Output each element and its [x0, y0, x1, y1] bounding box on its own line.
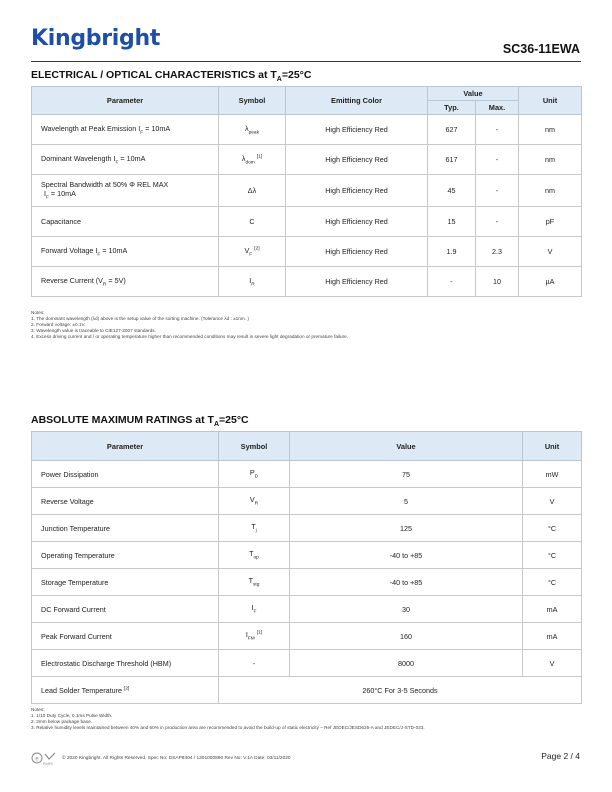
- absolute-notes: [31, 707, 425, 731]
- typ-value-cell: 617: [428, 145, 476, 175]
- emitting-color-cell: High Efficiency Red: [286, 175, 428, 207]
- value-cell: -40 to +85: [290, 569, 523, 596]
- emitting-color-cell: High Efficiency Red: [286, 267, 428, 297]
- symbol-cell: [219, 237, 286, 267]
- parameter-note-ref: [2]: [123, 686, 130, 692]
- symbol-text: Δλ: [247, 186, 257, 195]
- absolute-table: [31, 431, 582, 704]
- parameter-text: Lead Solder Temperature: [41, 685, 124, 695]
- parameter-condition: = 5V): [106, 275, 126, 285]
- absolute-title-prefix: ABSOLUTE MAXIMUM RATINGS at T: [31, 414, 214, 426]
- symbol-subscript: R: [251, 282, 255, 288]
- value-cell: -40 to +85: [290, 542, 523, 569]
- unit-cell: mW: [523, 461, 582, 488]
- symbol-cell: [219, 515, 290, 542]
- typ-value-cell: 627: [428, 115, 476, 145]
- table-row: [32, 515, 582, 542]
- electrical-header-row: [32, 87, 582, 101]
- value-cell: 160: [290, 623, 523, 650]
- symbol-text: T: [251, 522, 256, 532]
- typ-value-cell: 1.9: [428, 237, 476, 267]
- absolute-title-sub: A: [213, 421, 220, 429]
- unit-cell: V: [523, 650, 582, 677]
- kingbright-logo: Kingbright: [31, 26, 161, 51]
- symbol-subscript: F: [253, 609, 257, 615]
- emitting-color-cell: High Efficiency Red: [286, 237, 428, 267]
- symbol-cell: [219, 623, 290, 650]
- symbol-text: V: [244, 245, 250, 255]
- symbol-text: -: [252, 658, 256, 668]
- electrical-title-prefix: ELECTRICAL / OPTICAL CHARACTERISTICS at T: [31, 69, 277, 81]
- page-count: 2 / 4: [563, 751, 580, 761]
- parameter-text: Reverse Current (V: [41, 275, 103, 285]
- symbol-text: λ: [245, 123, 249, 133]
- parameter-condition: = 10mA: [48, 189, 76, 199]
- max-value-cell: 2.3: [476, 237, 519, 267]
- parameter-cell: [32, 677, 219, 704]
- value-cell: 30: [290, 596, 523, 623]
- rohs-label: RoHS: [43, 762, 53, 766]
- parameter-cell: Junction Temperature: [32, 515, 219, 542]
- electrical-section-title: [31, 69, 311, 83]
- abs-col-unit: Unit: [523, 432, 582, 461]
- symbol-subscript: peak: [248, 130, 259, 136]
- symbol-note-ref: [1]: [256, 630, 263, 636]
- max-value-cell: -: [476, 207, 519, 237]
- parameter-text: Dominant Wavelength I: [41, 153, 116, 163]
- table-row: [32, 237, 582, 267]
- max-value-cell: 10: [476, 267, 519, 297]
- symbol-cell: [219, 650, 290, 677]
- parameter-condition: = 10mA: [143, 123, 171, 133]
- unit-cell: V: [519, 237, 582, 267]
- unit-cell: V: [523, 488, 582, 515]
- table-row: [32, 461, 582, 488]
- solder-value-cell: 260°C For 3-5 Seconds: [219, 677, 582, 704]
- symbol-text: T: [248, 576, 253, 586]
- symbol-cell: [219, 569, 290, 596]
- typ-value-cell: -: [428, 267, 476, 297]
- page-number: [541, 751, 580, 761]
- svg-text:e: e: [35, 756, 39, 763]
- symbol-note-ref: [1]: [256, 154, 263, 160]
- electrical-table: [31, 86, 582, 297]
- symbol-cell: [219, 145, 286, 175]
- symbol-subscript: op: [253, 555, 259, 561]
- parameter-cell: [32, 207, 219, 237]
- value-cell: 75: [290, 461, 523, 488]
- electrical-title-suffix: =25°C: [281, 69, 312, 81]
- parameter-cell: [32, 267, 219, 297]
- col-emitting-color: Emitting Color: [286, 87, 428, 115]
- symbol-text: V: [249, 495, 255, 505]
- compliance-icons: [31, 752, 57, 771]
- parameter-cell: [32, 115, 219, 145]
- notes-heading: Notes:: [31, 310, 45, 315]
- note-line: 3. Wavelength value is traceable to CIE127-2007 standards.: [31, 327, 156, 333]
- table-row: [32, 267, 582, 297]
- unit-cell: °C: [523, 515, 582, 542]
- emitting-color-cell: High Efficiency Red: [286, 115, 428, 145]
- symbol-text: I: [245, 630, 248, 640]
- parameter-cell: Peak Forward Current: [32, 623, 219, 650]
- parameter-subscript: F: [115, 160, 119, 166]
- symbol-subscript: dom: [245, 160, 255, 166]
- symbol-cell: [219, 175, 286, 207]
- note-line: 1. The dominant wavelength (λd) above is the setup value of the sorting machine. (Tolerance λd : ±1nm. ): [31, 315, 249, 321]
- parameter-text-line2: I: [44, 189, 46, 199]
- symbol-subscript: j: [255, 528, 257, 534]
- parameter-cell: [32, 237, 219, 267]
- symbol-cell: [219, 115, 286, 145]
- max-value-cell: -: [476, 175, 519, 207]
- symbol-cell: [219, 267, 286, 297]
- symbol-text: C: [249, 217, 255, 226]
- symbol-subscript: stg: [252, 582, 260, 588]
- symbol-subscript: F: [249, 252, 253, 258]
- symbol-subscript: R: [254, 501, 259, 507]
- col-parameter: Parameter: [32, 87, 219, 115]
- symbol-cell: [219, 207, 286, 237]
- notes-heading: Notes:: [31, 707, 45, 712]
- max-value-cell: -: [476, 145, 519, 175]
- unit-cell: mA: [523, 623, 582, 650]
- parameter-cell: [32, 175, 219, 207]
- symbol-subscript: D: [254, 474, 259, 480]
- typ-value-cell: 15: [428, 207, 476, 237]
- note-line: 4. Excess driving current and / or operating temperature higher than recommended conditions may result in severe light degradation or premature failure.: [31, 333, 349, 339]
- table-row: [32, 145, 582, 175]
- table-row: [32, 207, 582, 237]
- col-max: Max.: [476, 101, 519, 115]
- abs-col-value: Value: [290, 432, 523, 461]
- value-cell: 5: [290, 488, 523, 515]
- unit-cell: pF: [519, 207, 582, 237]
- parameter-text: Capacitance: [41, 217, 81, 226]
- col-unit: Unit: [519, 87, 582, 115]
- parameter-subscript: F: [97, 252, 101, 258]
- col-typ: Typ.: [428, 101, 476, 115]
- symbol-cell: [219, 461, 290, 488]
- parameter-text: Spectral Bandwidth at 50% Φ REL MAX: [41, 180, 169, 190]
- table-row: [32, 488, 582, 515]
- parameter-subscript: F: [46, 195, 49, 201]
- unit-cell: nm: [519, 145, 582, 175]
- unit-cell: µA: [519, 267, 582, 297]
- table-row: [32, 115, 582, 145]
- page-prefix: Page: [541, 751, 564, 761]
- parameter-text: Forward Voltage I: [41, 245, 98, 255]
- parameter-cell: Electrostatic Discharge Threshold (HBM): [32, 650, 219, 677]
- table-row: [32, 596, 582, 623]
- abs-col-parameter: Parameter: [32, 432, 219, 461]
- unit-cell: mA: [523, 596, 582, 623]
- parameter-cell: [32, 145, 219, 175]
- symbol-cell: [219, 596, 290, 623]
- header-rule: [31, 61, 581, 62]
- unit-cell: nm: [519, 115, 582, 145]
- unit-cell: nm: [519, 175, 582, 207]
- note-line: 3. Relative humidity levels maintained between 40% and 60% in production area are recommended to avoid the build-up of static electricity – Ref JEDEC/JESD625-A and JEDEC/J-STD-033.: [31, 724, 425, 730]
- col-value: Value: [428, 87, 519, 101]
- value-cell: 8000: [290, 650, 523, 677]
- parameter-cell: Reverse Voltage: [32, 488, 219, 515]
- parameter-cell: DC Forward Current: [32, 596, 219, 623]
- parameter-subscript: F: [140, 130, 144, 136]
- absolute-header-row: [32, 432, 582, 461]
- note-line: 2. 2mm below package base.: [31, 718, 92, 724]
- symbol-subscript: FM: [247, 636, 255, 642]
- col-symbol: Symbol: [219, 87, 286, 115]
- table-row-solder: [32, 677, 582, 704]
- symbol-note-ref: [2]: [254, 246, 260, 252]
- emitting-color-cell: High Efficiency Red: [286, 207, 428, 237]
- absolute-title-suffix: =25°C: [219, 414, 249, 426]
- unit-cell: °C: [523, 542, 582, 569]
- parameter-text: Wavelength at Peak Emission I: [41, 123, 141, 133]
- table-row: [32, 650, 582, 677]
- table-row: [32, 569, 582, 596]
- electrical-notes: [31, 310, 348, 340]
- symbol-text: λ: [241, 153, 246, 163]
- parameter-cell: Storage Temperature: [32, 569, 219, 596]
- symbol-text: I: [251, 603, 254, 613]
- value-cell: 125: [290, 515, 523, 542]
- table-row: [32, 542, 582, 569]
- copyright-text: © 2020 Kingbright. All Rights Reserved. Spec No: DSAP8404 / 1301000890 Rev No: V.1A Date: 03/11/2020: [62, 756, 291, 761]
- table-row: [32, 623, 582, 650]
- part-number: SC36-11EWA: [502, 42, 580, 56]
- typ-value-cell: 45: [428, 175, 476, 207]
- symbol-cell: [219, 488, 290, 515]
- emitting-color-cell: High Efficiency Red: [286, 145, 428, 175]
- parameter-subscript: R: [102, 282, 107, 288]
- symbol-text: I: [249, 275, 252, 285]
- absolute-section-title: [31, 414, 249, 428]
- electrical-title-sub: A: [276, 76, 282, 84]
- note-line: 2. Forward voltage: ±0.1V.: [31, 321, 86, 327]
- abs-col-symbol: Symbol: [219, 432, 290, 461]
- symbol-text: P: [249, 468, 255, 478]
- parameter-cell: Operating Temperature: [32, 542, 219, 569]
- max-value-cell: -: [476, 115, 519, 145]
- symbol-cell: [219, 542, 290, 569]
- parameter-condition: = 10mA: [100, 245, 128, 255]
- note-line: 1. 1/10 Duty Cycle, 0.1ms Pulse Width.: [31, 712, 113, 718]
- parameter-cell: Power Dissipation: [32, 461, 219, 488]
- table-row: [32, 175, 582, 207]
- unit-cell: °C: [523, 569, 582, 596]
- symbol-text: T: [249, 549, 254, 559]
- parameter-condition: = 10mA: [118, 153, 146, 163]
